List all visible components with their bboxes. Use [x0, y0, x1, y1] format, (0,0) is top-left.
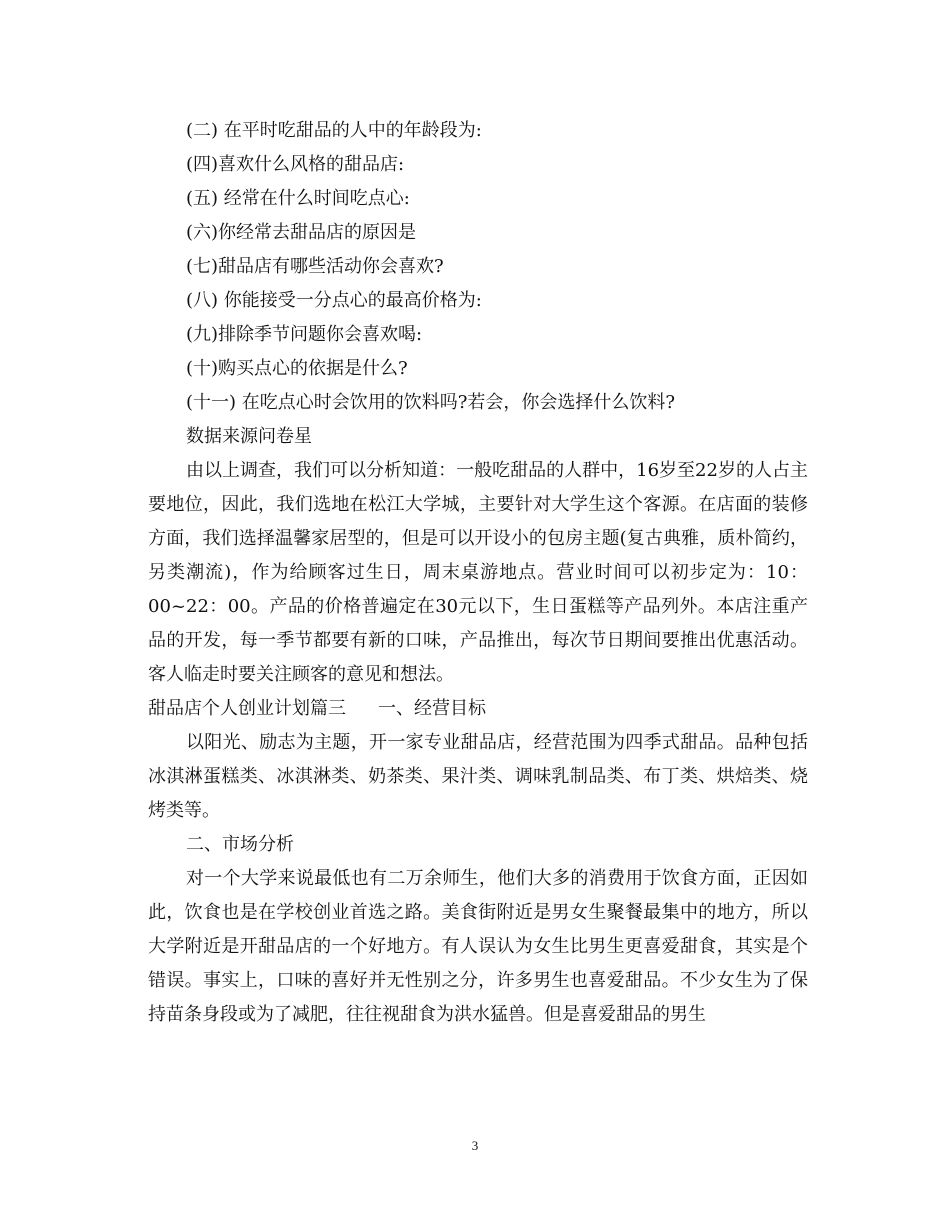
page-number: 3 — [471, 1138, 479, 1153]
survey-item: (七)甜品店有哪些活动你会喜欢? — [186, 256, 444, 277]
survey-item: (五) 经常在什么时间吃点心: — [186, 188, 410, 209]
market-paragraph: 对一个大学来说最低也有二万余师生，他们大多的消费用于饮食方面，正因如此，饮食也是在学校创业首选之路。美食街附近是男女生聚餐最集中的地方，所以大学附近是开甜品店的一个好地方。有人误认为女生比男生更喜爱甜食，其实是个错误。事实上，口味的喜好并无性别之分，许多男生也喜爱甜品。不少女生为了保持苗条身段或为了减肥，往往视甜食为洪水猛兽。但是喜爱甜品的男生 — [148, 868, 808, 1025]
survey-item: (八) 你能接受一分点心的最高价格为: — [186, 290, 482, 311]
survey-item: (二) 在平时吃甜品的人中的年龄段为: — [186, 120, 482, 141]
survey-item: (四)喜欢什么风格的甜品店: — [186, 154, 405, 175]
data-source: 数据来源问卷星 — [186, 426, 312, 447]
survey-item: (十一) 在吃点心时会饮用的饮料吗?若会，你会选择什么饮料? — [186, 392, 676, 413]
section-title: 甜品店个人创业计划篇三 — [148, 698, 346, 719]
survey-item: (六)你经常去甜品店的原因是 — [186, 222, 417, 243]
goal-paragraph: 以阳光、励志为主题，开一家专业甜品店，经营范围为四季式甜品。品种包括冰淇淋蛋糕类、冰淇淋类、奶茶类、果汁类、调味乳制品类、布丁类、烘焙类、烧烤类等。 — [148, 732, 808, 821]
analysis-paragraph: 由以上调查，我们可以分析知道：一般吃甜品的人群中，16岁至22岁的人占主要地位，因此，我们选地在松江大学城，主要针对大学生这个客源。在店面的装修方面，我们选择温馨家居型的，但是可以开设小的包房主题(复古典雅，质朴简约，另类潮流)，作为给顾客过生日，周末桌游地点。营业时间可以初步定为：10：00~22：00。产品的价格普遍定在30元以下，生日蛋糕等产品列外。本店注重产品的开发，每一季节都要有新的口味，产品推出，每次节日期间要推出优惠活动。客人临走时要关注顾客的意见和想法。 — [148, 460, 808, 685]
business-goal-heading: 一、经营目标 — [378, 698, 486, 719]
body-text — [148, 114, 808, 1032]
section-heading-row — [148, 692, 808, 726]
market-analysis-heading: 二、市场分析 — [186, 834, 294, 855]
survey-item: (九)排除季节问题你会喜欢喝: — [186, 324, 423, 345]
survey-item: (十)购买点心的依据是什么? — [186, 358, 408, 379]
